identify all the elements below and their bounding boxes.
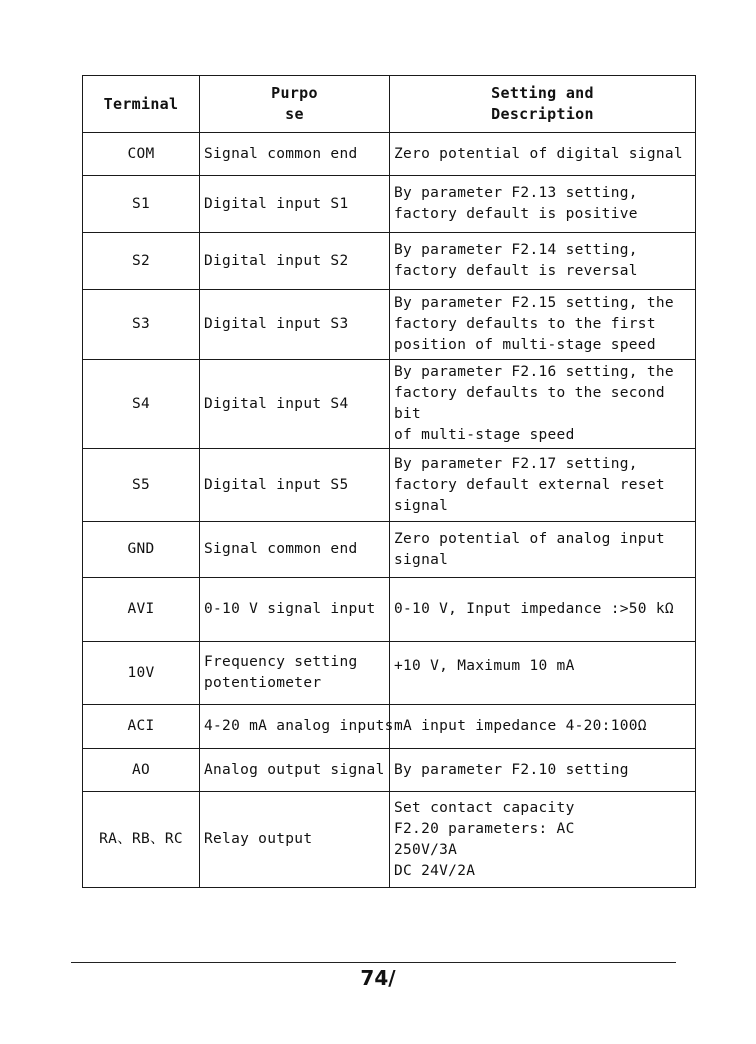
terminal-cell: GND xyxy=(83,522,200,578)
table-row xyxy=(83,360,696,449)
table-row xyxy=(83,176,696,233)
terminal-cell: COM xyxy=(83,133,200,176)
table-row xyxy=(83,792,696,888)
page-number: 74/ xyxy=(360,966,396,990)
description-cell: By parameter F2.13 setting, factory default is positive xyxy=(390,176,696,233)
terminal-cell: S4 xyxy=(83,360,200,449)
terminal-cell: S3 xyxy=(83,290,200,360)
table-row xyxy=(83,449,696,522)
terminal-cell: AVI xyxy=(83,578,200,642)
description-cell: By parameter F2.10 setting xyxy=(390,749,696,792)
purpose-cell: Digital input S1 xyxy=(200,176,390,233)
terminal-cell: S2 xyxy=(83,233,200,290)
terminal-cell: S5 xyxy=(83,449,200,522)
description-cell: By parameter F2.17 setting, factory default external reset signal xyxy=(390,449,696,522)
table-row xyxy=(83,749,696,792)
table-row xyxy=(83,705,696,749)
header-description: Setting and Description xyxy=(390,76,696,133)
footer-divider xyxy=(71,962,676,963)
header-purpose: Purpo se xyxy=(200,76,390,133)
header-terminal: Terminal xyxy=(83,76,200,133)
table-row xyxy=(83,290,696,360)
purpose-cell: Digital input S2 xyxy=(200,233,390,290)
terminal-cell: AO xyxy=(83,749,200,792)
purpose-cell: 0-10 V signal input xyxy=(200,578,390,642)
table-row xyxy=(83,578,696,642)
terminal-cell: ACI xyxy=(83,705,200,749)
terminal-table xyxy=(82,75,696,888)
purpose-cell: Digital input S3 xyxy=(200,290,390,360)
terminal-cell: 10V xyxy=(83,642,200,705)
description-cell: +10 V, Maximum 10 mA xyxy=(390,642,696,705)
table-row xyxy=(83,233,696,290)
table-row xyxy=(83,133,696,176)
purpose-cell: Signal common end xyxy=(200,522,390,578)
purpose-cell: Digital input S5 xyxy=(200,449,390,522)
description-cell: By parameter F2.16 setting, the factory defaults to the second bit of multi-stage speed xyxy=(390,360,696,449)
description-cell: 0-10 V, Input impedance :>50 kΩ xyxy=(390,578,696,642)
purpose-cell: 4-20 mA analog inputs xyxy=(200,705,390,749)
description-cell: Zero potential of digital signal xyxy=(390,133,696,176)
description-cell: By parameter F2.15 setting, the factory defaults to the first position of multi-stage speed xyxy=(390,290,696,360)
terminal-cell: S1 xyxy=(83,176,200,233)
description-cell: Set contact capacity F2.20 parameters: AC 250V/3A DC 24V/2A xyxy=(390,792,696,888)
description-cell: mA input impedance 4-20:100Ω xyxy=(390,705,696,749)
purpose-cell: Frequency setting potentiometer xyxy=(200,642,390,705)
purpose-cell: Signal common end xyxy=(200,133,390,176)
table-header-row xyxy=(83,76,696,133)
table-row xyxy=(83,522,696,578)
description-cell: By parameter F2.14 setting, factory default is reversal xyxy=(390,233,696,290)
purpose-cell: Relay output xyxy=(200,792,390,888)
description-cell: Zero potential of analog input signal xyxy=(390,522,696,578)
table-row xyxy=(83,642,696,705)
purpose-cell: Analog output signal xyxy=(200,749,390,792)
terminal-cell: RA、RB、RC xyxy=(83,792,200,888)
purpose-cell: Digital input S4 xyxy=(200,360,390,449)
